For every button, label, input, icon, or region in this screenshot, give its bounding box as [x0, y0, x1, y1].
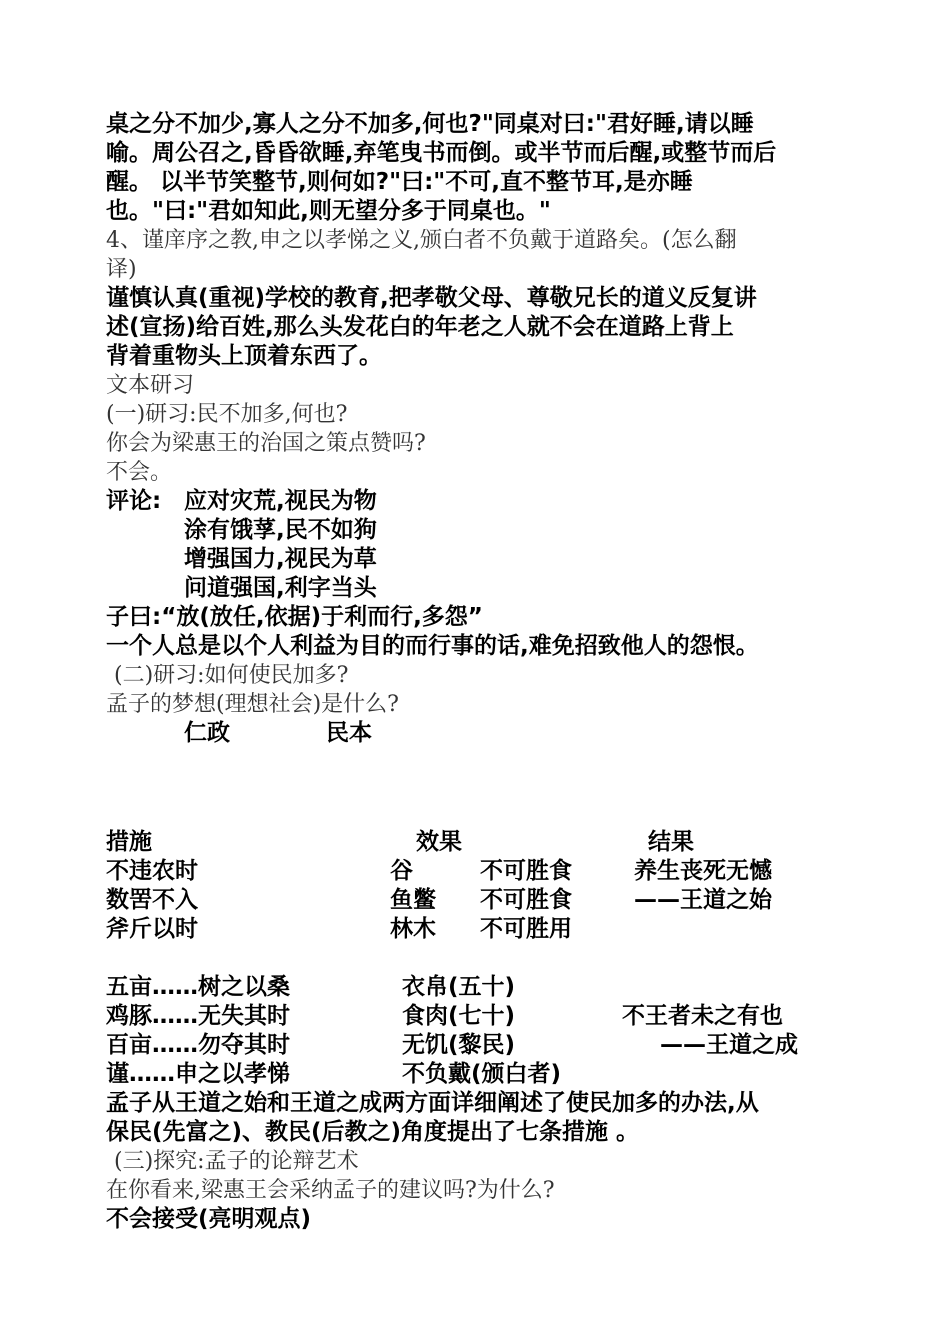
subsection-title: (三)探究:孟子的论辩艺术 [114, 1149, 359, 1174]
comment-item: 涂有饿莩,民不如狗 [184, 517, 377, 543]
para-line: 也。"曰:"君如知此,则无望分多于同桌也。" [106, 198, 551, 224]
table-cell: 不违农时 [106, 858, 198, 884]
table-cell: 养生丧死无憾 [634, 858, 772, 884]
table-cell: 无饥(黎民) [402, 1032, 516, 1058]
answer-text: 不会接受(亮明观点) [106, 1206, 312, 1232]
table-cell: 斧斤以时 [106, 916, 198, 942]
table-cell: 不负戴(颁白者) [402, 1061, 562, 1087]
comment-item: 应对灾荒,视民为物 [184, 488, 377, 514]
quote-text: 子曰:“放(放任,依据)于利而行,多怨” [106, 604, 483, 630]
para-line: 醒。 以半节笑整节,则何如?"曰:"不可,直不整节耳,是亦睡 [106, 169, 693, 195]
comment-item: 问道强国,利字当头 [184, 575, 377, 601]
table-cell: 数罟不入 [106, 887, 198, 913]
answer-line: 背着重物头上顶着东西了。 [106, 343, 382, 369]
table-cell: 衣帛(五十) [402, 974, 516, 1000]
comment-label: 评论: [106, 488, 162, 514]
table-header: 结果 [648, 829, 694, 855]
summary-line: 孟子从王道之始和王道之成两方面详细阐述了使民加多的办法,从 [106, 1090, 759, 1116]
table-header: 措施 [106, 829, 152, 855]
table-cell: 食肉(七十) [402, 1003, 516, 1029]
answer-line: 述(宣扬)给百姓,那么头发花白的年老之人就不会在道路上背上 [106, 314, 734, 340]
subsection-title: (二)研习:如何使民加多? [114, 663, 349, 688]
para-line: 喻。周公召之,昏昏欲睡,弃笔曳书而倒。或半节而后醒,或整节而后 [106, 140, 777, 166]
table-cell: 林木 [390, 916, 436, 942]
table-cell: 鸡豚……无失其时 [106, 1003, 290, 1029]
table-cell: ——王道之始 [634, 887, 772, 913]
answer-text: 不会。 [106, 460, 173, 485]
table-header: 效果 [416, 829, 462, 855]
subsection-title: (一)研习:民不加多,何也? [106, 402, 348, 427]
table-cell: 谨……申之以孝悌 [106, 1061, 290, 1087]
ideal-term: 仁政 [184, 720, 230, 746]
table-cell: 谷 [390, 858, 413, 884]
table-cell: 不王者未之有也 [622, 1003, 783, 1029]
quote-explanation: 一个人总是以个人利益为目的而行事的话,难免招致他人的怨恨。 [106, 633, 759, 659]
table-cell: 鱼鳖 [390, 887, 436, 913]
table-cell: 五亩……树之以桑 [106, 974, 290, 1000]
para-line: 桌之分不加少,寡人之分不加多,何也?"同桌对曰:"君好睡,请以睡 [106, 111, 754, 137]
table-cell: 百亩……勿夺其时 [106, 1032, 290, 1058]
table-cell: 不可胜食 [480, 887, 572, 913]
table-cell: 不可胜食 [480, 858, 572, 884]
answer-line: 谨慎认真(重视)学校的教育,把孝敬父母、尊敬兄长的道义反复讲 [106, 285, 757, 311]
question-line: 4、谨庠序之教,申之以孝悌之义,颁白者不负戴于道路矣。(怎么翻 [106, 228, 737, 253]
question-text: 在你看来,梁惠王会采纳孟子的建议吗?为什么? [106, 1178, 555, 1203]
section-heading: 文本研习 [106, 373, 195, 398]
comment-item: 增强国力,视民为草 [184, 546, 377, 572]
table-cell: 不可胜用 [480, 916, 572, 942]
question-line: 译) [106, 257, 137, 282]
question-text: 孟子的梦想(理想社会)是什么? [106, 692, 399, 717]
question-text: 你会为梁惠王的治国之策点赞吗? [106, 431, 426, 456]
summary-line: 保民(先富之)、教民(后教之)角度提出了七条措施 。 [106, 1119, 640, 1145]
ideal-term: 民本 [326, 720, 372, 746]
table-cell: ——王道之成 [660, 1032, 798, 1058]
